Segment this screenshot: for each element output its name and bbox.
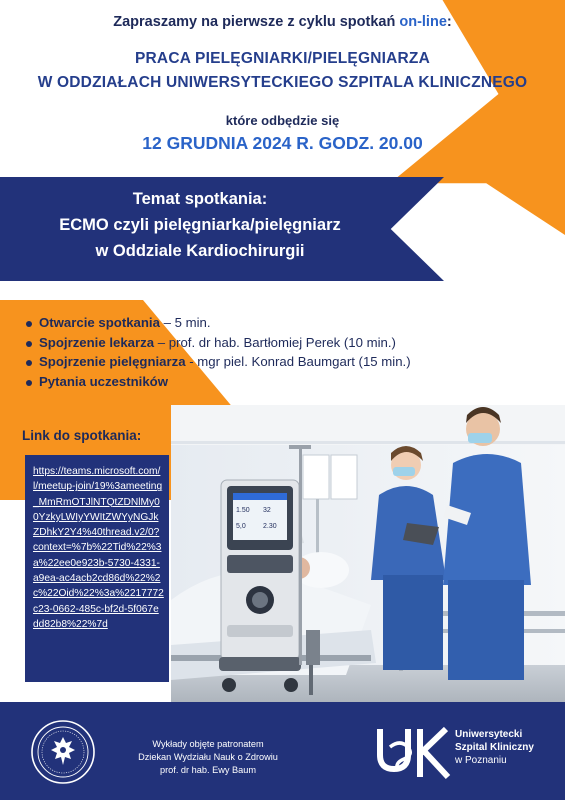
topic-label: Temat spotkania: bbox=[132, 190, 268, 208]
agenda-item-detail: - mgr piel. Konrad Baumgart (15 min.) bbox=[185, 354, 411, 369]
agenda-item bbox=[24, 374, 411, 394]
monitor-value: 2.30 bbox=[263, 523, 277, 530]
agenda-item-title: Spojrzenie lekarza bbox=[39, 334, 155, 350]
university-seal-icon bbox=[30, 719, 96, 785]
agenda-item-title: Spojrzenie pielęgniarza bbox=[39, 354, 186, 369]
monitor-value: 1.50 bbox=[236, 507, 250, 514]
which-text: które odbędzie się bbox=[225, 113, 340, 128]
hospital-name-3: w Poznaniu bbox=[455, 755, 507, 766]
hospital-photo bbox=[171, 405, 565, 702]
hospital-name-2: Szpital Kliniczny bbox=[455, 742, 534, 753]
intro-main: Zapraszamy na pierwsze z cyklu spotkań bbox=[113, 14, 400, 30]
link-label: Link do spotkania: bbox=[22, 428, 142, 443]
footer bbox=[0, 702, 565, 800]
title-line-1: PRACA PIELĘGNIARKI/PIELĘGNIARZA bbox=[135, 50, 430, 67]
agenda-item-detail: – 5 min. bbox=[159, 315, 211, 330]
agenda-list bbox=[24, 315, 411, 393]
agenda-item-title: Pytania uczestników bbox=[39, 373, 168, 389]
monitor-value: 32 bbox=[263, 507, 271, 514]
usk-logo-icon bbox=[374, 725, 452, 781]
monitor-value: 5,0 bbox=[236, 523, 246, 530]
title-line-2: W ODDZIAŁACH UNIWERSYTECKIEGO SZPITALA KLINICZNEGO bbox=[37, 74, 528, 91]
intro-accent: on-line bbox=[399, 14, 447, 30]
intro-text bbox=[0, 14, 565, 30]
agenda-item bbox=[24, 335, 411, 355]
hospital-photo-illustration bbox=[171, 405, 565, 702]
agenda-item-title: Otwarcie spotkania bbox=[39, 315, 160, 330]
meeting-link[interactable]: https://teams.microsoft.com/l/meetup-join/19%3ameeting_MmRmOTJlNTQtZDNlMy00YzkyLWIyYWItZWYyNGJkZDhkY2Y4%40thread.v2/0?context=%7b%22Tid%22%3a%22ee0e923b-5730-4331-a9ea-ac4acb2cd86d%22%2c%22Oid%22%3a%2217772c23-0662-485c-bf2d-5f067edd82b8%22%7d bbox=[33, 466, 164, 630]
patronage-line-3: prof. dr hab. Ewy Baum bbox=[159, 765, 256, 775]
agenda-item bbox=[24, 315, 411, 335]
hospital-name-1: Uniwersytecki bbox=[455, 729, 523, 740]
intro-end: : bbox=[446, 14, 452, 30]
link-box bbox=[25, 455, 169, 682]
patronage-line-1: Wykłady objęte patronatem bbox=[152, 739, 264, 749]
event-date: 12 GRUDNIA 2024 R. GODZ. 20.00 bbox=[142, 133, 423, 153]
agenda-item bbox=[24, 354, 411, 374]
topic-line-2: w Oddziale Kardiochirurgii bbox=[95, 242, 305, 260]
agenda-item-detail: – prof. dr hab. Bartłomiej Perek (10 min.) bbox=[154, 334, 396, 350]
topic-line-1: ECMO czyli pielęgniarka/pielęgniarz bbox=[59, 216, 341, 234]
patronage-line-2: Dziekan Wydziału Nauk o Zdrowiu bbox=[138, 752, 278, 762]
